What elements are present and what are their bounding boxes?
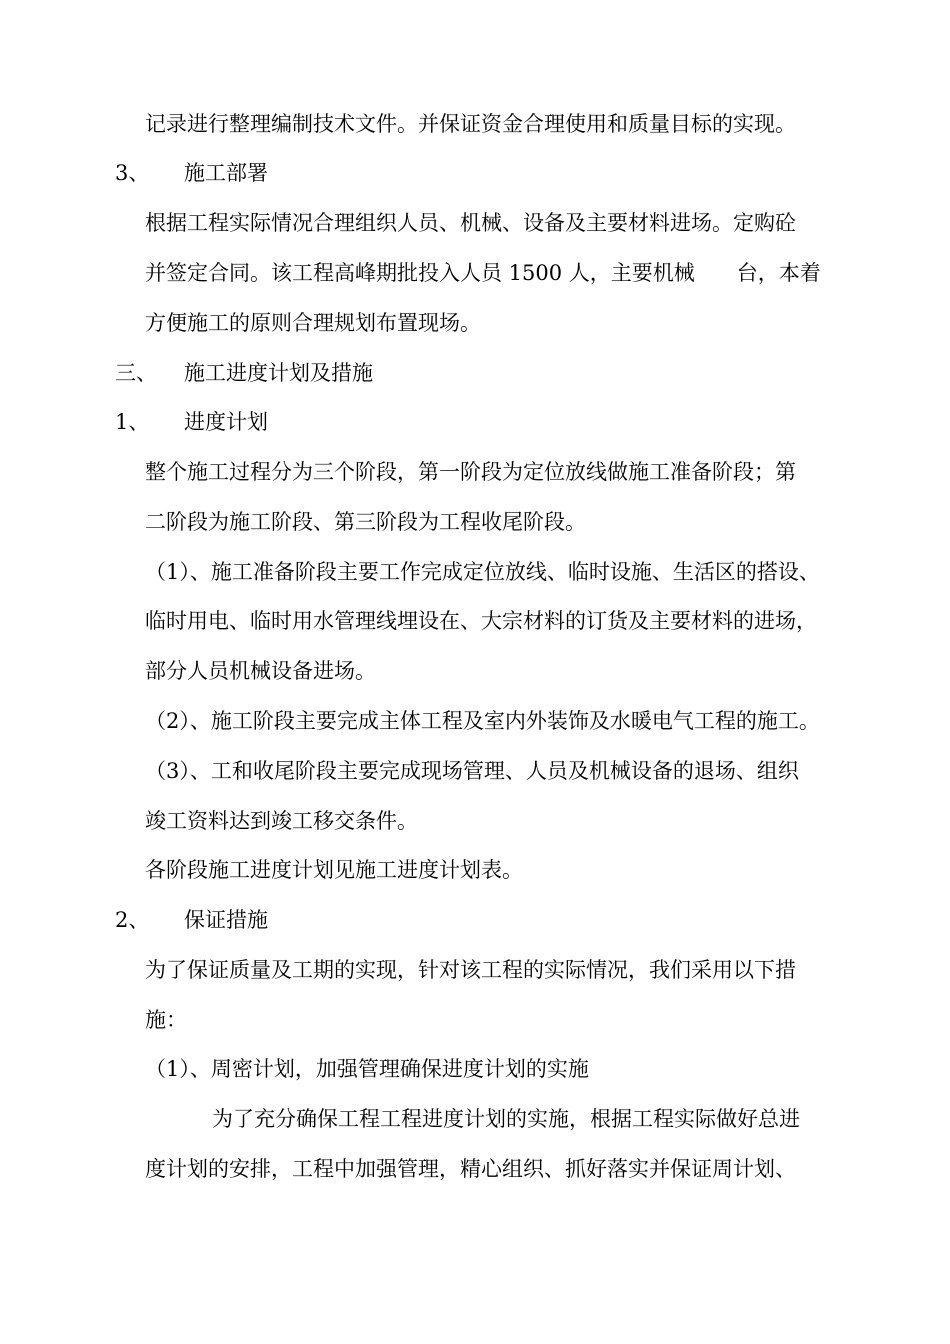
text-line: 根据工程实际情况合理组织人员、机械、设备及主要材料进场。定购砼: [145, 211, 796, 235]
text-line: 记录进行整理编制技术文件。并保证资金合理使用和质量目标的实现。: [145, 112, 796, 136]
section-heading: 进度计划: [184, 410, 268, 434]
text-line: 施：: [145, 1008, 187, 1032]
text-line: 竣工资料达到竣工移交条件。: [145, 809, 418, 833]
section-number: 2、: [115, 908, 150, 932]
text-line: （1）、施工准备阶段主要工作完成定位放线、临时设施、生活区的搭设、: [145, 560, 820, 584]
text-line: 并签定合同。该工程高峰期批投入人员 1500 人，主要机械 台，本着: [145, 261, 821, 285]
text-line: 临时用电、临时用水管理线埋设在、大宗材料的订货及主要材料的进场，: [145, 609, 817, 633]
section-heading: 施工进度计划及措施: [184, 361, 373, 385]
text-line: 为了充分确保工程工程进度计划的实施，根据工程实际做好总进: [212, 1107, 800, 1131]
text-line: 二阶段为施工阶段、第三阶段为工程收尾阶段。: [145, 510, 586, 534]
text-line: 度计划的安排，工程中加强管理，精心组织、抓好落实并保证周计划、: [145, 1157, 796, 1181]
text-line: （3）、工和收尾阶段主要完成现场管理、人员及机械设备的退场、组织: [145, 759, 799, 783]
text-line: （2）、施工阶段主要完成主体工程及室内外装饰及水暖电气工程的施工。: [145, 709, 820, 733]
section-number: 1、: [115, 410, 150, 434]
text-line: （1）、周密计划，加强管理确保进度计划的实施: [145, 1057, 589, 1081]
section-heading: 保证措施: [184, 908, 268, 932]
text-line: 部分人员机械设备进场。: [145, 659, 376, 683]
text-line: 为了保证质量及工期的实现，针对该工程的实际情况，我们采用以下措: [145, 958, 796, 982]
section-number: 三、: [115, 361, 157, 385]
text-line: 整个施工过程分为三个阶段，第一阶段为定位放线做施工准备阶段；第: [145, 460, 796, 484]
section-number: 3、: [115, 161, 150, 185]
text-line: 方便施工的原则合理规划布置现场。: [145, 311, 481, 335]
section-heading: 施工部署: [184, 161, 268, 185]
text-line: 各阶段施工进度计划见施工进度计划表。: [145, 858, 523, 882]
